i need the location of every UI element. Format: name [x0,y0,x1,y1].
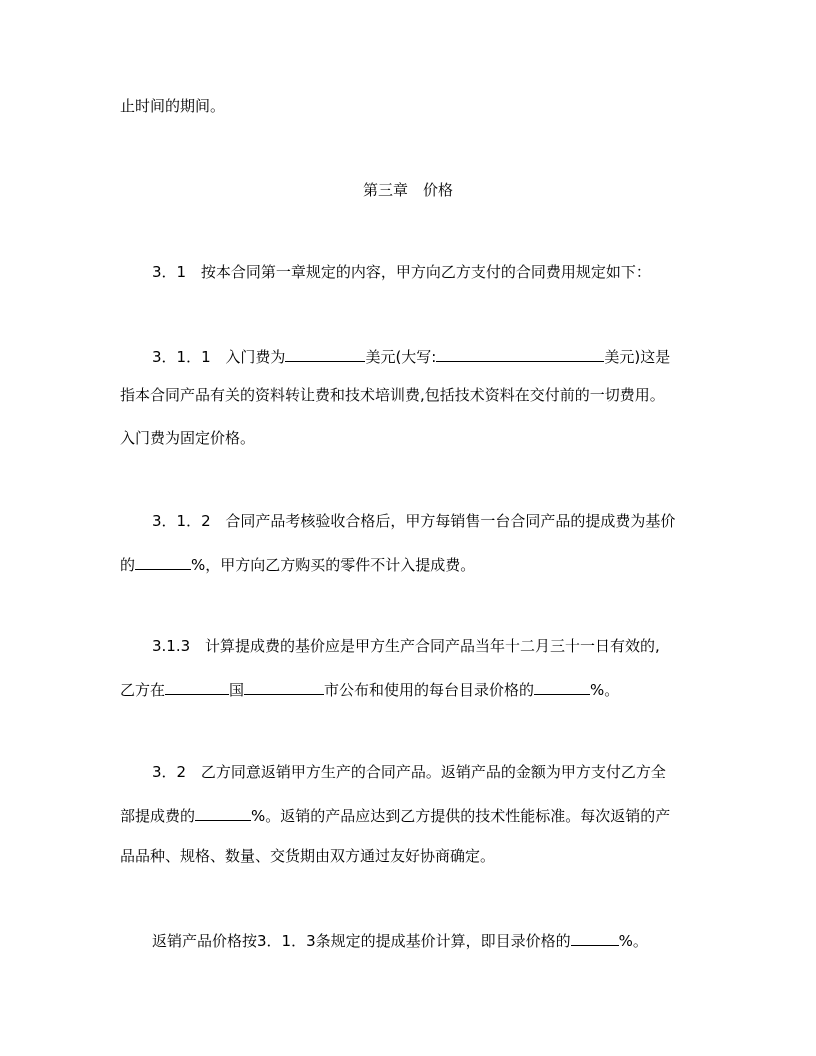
clause-text: 市公布和使用的每台目录价格的 [324,681,535,699]
clause-3-2-line2 [120,804,696,826]
clause-text: 的 [120,556,136,574]
clause-text: 计算提成费的基价应是甲方生产合同产品当年十二月三十一日有效的, [204,637,660,655]
clause-3-1-1-line3 [120,428,696,448]
clause-3-1-2-line1 [152,511,728,531]
clause-text: %，甲方向乙方购买的零件不计入提成费。 [191,556,476,574]
clause-3-1-1-line1 [152,345,728,367]
blank-field-percent[interactable] [195,804,251,821]
clause-text: 乙方在 [120,681,166,699]
clause-text: 美元(大写: [365,348,437,366]
clause-number: 3．1．2 [152,512,211,530]
clause-3-2-line1 [152,762,728,782]
clause-text: 按本合同第一章规定的内容，甲方向乙方支付的合同费用规定如下： [200,263,651,281]
clause-text: 乙方同意返销甲方生产的合同产品。返销产品的金额为甲方支付乙方全 [200,763,666,781]
clause-text: 部提成费的 [120,807,196,825]
clause-3-1-2-line2 [120,553,696,575]
clause-text: %。 [590,681,620,699]
clause-text: 品品种、规格、数量、交货期由双方通过友好协商确定。 [120,847,496,865]
blank-field-city[interactable] [244,678,324,695]
clause-text: 返销产品价格按3．1．3条规定的提成基价计算，即目录价格的 [152,932,571,950]
clause-3-1 [152,262,728,282]
chapter-title [0,180,816,200]
blank-field-percent[interactable] [135,553,191,570]
chapter-title-text: 第三章 价格 [362,181,453,199]
blank-field-amount[interactable] [285,345,365,362]
clause-text: 美元)这是 [604,348,671,366]
clause-text: %。 [618,932,648,950]
clause-3-2-line3 [120,846,696,866]
blank-field-amount-words[interactable] [436,345,604,362]
clause-return-price [152,929,728,951]
clause-3-1-1-line2 [120,385,696,405]
clause-text: 国 [229,681,245,699]
clause-number: 3．2 [152,763,187,781]
clause-number: 3．1．1 [152,348,211,366]
clause-number: 3.1.3 [152,637,191,655]
clause-text: 指本合同产品有关的资料转让费和技术培训费,包括技术资料在交付前的一切费用。 [120,386,665,404]
continuation-text: 止时间的期间。 [120,97,226,115]
blank-field-percent[interactable] [571,929,619,946]
clause-3-1-3-line2 [120,678,696,700]
clause-text: 入门费为固定价格。 [120,429,256,447]
blank-field-percent[interactable] [534,678,590,695]
clause-3-1-3-line1 [152,636,728,656]
blank-field-country[interactable] [165,678,229,695]
continuation-line [120,96,696,116]
clause-text: %。返销的产品应达到乙方提供的技术性能标准。每次返销的产 [251,807,671,825]
clause-number: 3．1 [152,263,187,281]
clause-text: 合同产品考核验收合格后，甲方每销售一台合同产品的提成费为基价 [225,512,676,530]
clause-text: 入门费为 [225,348,286,366]
